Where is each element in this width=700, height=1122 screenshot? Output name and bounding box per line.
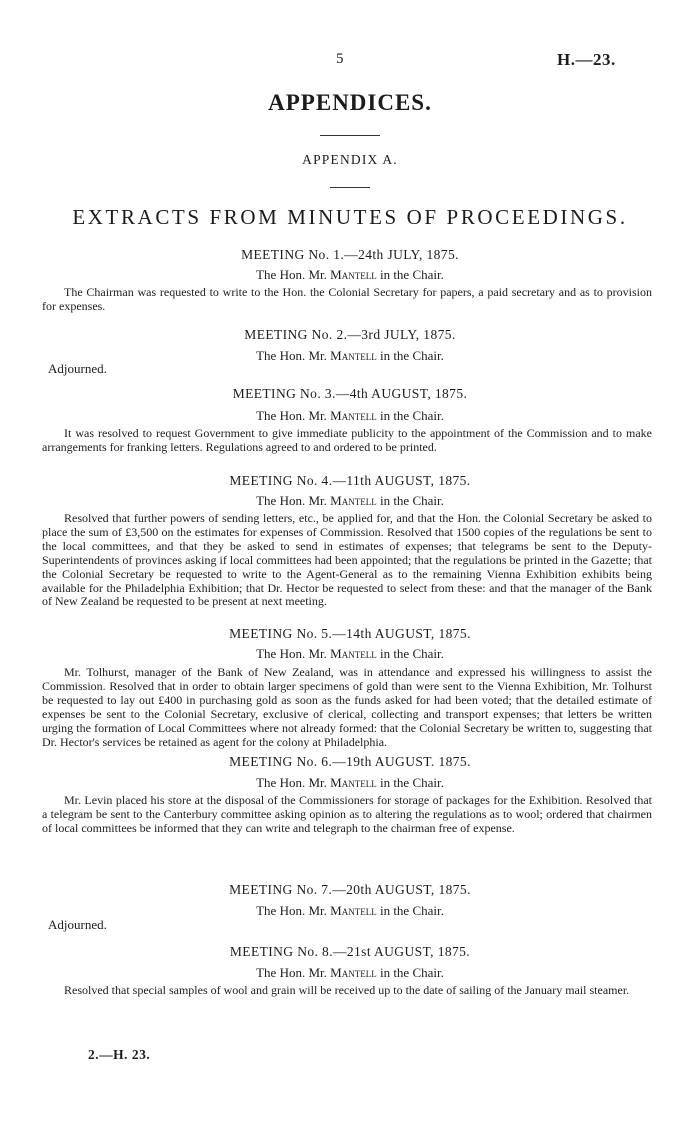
chair-suffix: in the Chair. — [379, 493, 444, 508]
document-id: H.—23. — [557, 50, 616, 69]
meeting-heading: MEETING No. 1.—24th JULY, 1875. — [241, 247, 459, 262]
chair-prefix: The Hon. Mr. — [256, 493, 327, 508]
chair-name: Mantell — [330, 267, 377, 282]
chair-prefix: The Hon. Mr. — [256, 903, 327, 918]
chair-line — [0, 965, 700, 981]
chair-line — [0, 493, 700, 509]
chair-line — [0, 646, 700, 662]
chair-prefix: The Hon. Mr. — [256, 646, 327, 661]
page-number: 5 — [336, 51, 344, 67]
meeting-heading: MEETING No. 8.—21st AUGUST, 1875. — [229, 944, 471, 959]
chair-prefix: The Hon. Mr. — [256, 348, 327, 363]
chair-suffix: in the Chair. — [379, 646, 444, 661]
chair-suffix: in the Chair. — [379, 903, 444, 918]
chair-suffix: in the Chair. — [379, 267, 444, 282]
minute-paragraph: The Chairman was requested to write to the Hon. the Colonial Secretary for papers, a paid secretary and as to provision for expenses. — [42, 285, 652, 313]
meeting-heading: MEETING No. 2.—3rd JULY, 1875. — [244, 327, 456, 342]
chair-prefix: The Hon. Mr. — [256, 775, 327, 790]
section-title: EXTRACTS FROM MINUTES OF PROCEEDINGS. — [72, 205, 628, 229]
meeting-heading: MEETING No. 5.—14th AUGUST, 1875. — [229, 626, 471, 641]
chair-name: Mantell — [330, 408, 377, 423]
minute-paragraph: Mr. Tolhurst, manager of the Bank of New Zealand, was in attendance and expressed his willingness to assist the Commission. Resolved that in order to obtain larger specimens of gold than were sent to the Vienna Exhibition, Mr. Tolhurst be requested to lay out £400 in purchasing gold as soon as the funds asked for had been voted; that the detailed estimate of expenses be sent to the Colonial Secretary, exclusive of clerical, collecting and transport expenses; that letters be written urging the formation of Local Committees where not already formed: that the Colonial Secretary be written to, suggesting that Dr. Hector's services be retained as agent for the colony at Philadelphia. — [42, 665, 652, 749]
meeting-heading: MEETING No. 3.—4th AUGUST, 1875. — [232, 386, 468, 401]
meeting-heading: MEETING No. 7.—20th AUGUST, 1875. — [229, 882, 471, 897]
chair-line — [0, 267, 700, 283]
chair-suffix: in the Chair. — [379, 965, 444, 980]
minute-adjourned: Adjourned. — [48, 917, 107, 932]
chair-line — [0, 775, 700, 791]
chair-name: Mantell — [330, 493, 377, 508]
chair-suffix: in the Chair. — [379, 775, 444, 790]
minute-paragraph: Resolved that further powers of sending letters, etc., be applied for, and that the Hon. the Colonial Secretary be asked to place the sum of £3,500 on the estimates for expenses of Commission. Resolved that 1500 copies of the regulations be sent to the local committees, and that they be asked to send in estimates of expenses; that telegrams be sent to the Deputy-Superintendents of provinces asking if local committees had been appointed; that the regulations be printed in the Gazette; that the Colonial Secretary be requested to write to the Agent-General as to the remaining Vienna Exhibition exhibits being available for the Philadelphia Exhibition; that Dr. Hector be requested to select from these: and that the manager of the Bank of New Zealand be requested to be present at next meeting. — [42, 511, 652, 609]
chair-name: Mantell — [330, 903, 377, 918]
chair-line — [0, 408, 700, 424]
minute-paragraph: It was resolved to request Government to give immediate publicity to the appointment of the Commission and to make arrangements for franking letters. Regulations agreed to and ordered to be printed. — [42, 426, 652, 454]
chair-prefix: The Hon. Mr. — [256, 267, 327, 282]
chair-prefix: The Hon. Mr. — [256, 965, 327, 980]
chair-name: Mantell — [330, 646, 377, 661]
chair-name: Mantell — [330, 775, 377, 790]
chair-suffix: in the Chair. — [379, 348, 444, 363]
chair-suffix: in the Chair. — [379, 408, 444, 423]
page-title: APPENDICES. — [268, 90, 432, 115]
title-divider — [320, 135, 380, 136]
meeting-heading: MEETING No. 4.—11th AUGUST, 1875. — [229, 473, 471, 488]
appendix-divider — [330, 187, 370, 188]
minute-paragraph: Mr. Levin placed his store at the disposal of the Commissioners for storage of packages for the Exhibition. Resolved that a telegram be sent to the Canterbury committee asking opinion as to altering the regulations as to wool; ordered that chairmen of local committees be informed that they can write and telegraph to the chairman free of expense. — [42, 793, 652, 835]
chair-name: Mantell — [330, 965, 377, 980]
minute-adjourned: Adjourned. — [48, 361, 107, 376]
meeting-heading: MEETING No. 6.—19th AUGUST. 1875. — [229, 754, 471, 769]
signature-mark: 2.—H. 23. — [88, 1047, 151, 1062]
chair-name: Mantell — [330, 348, 377, 363]
chair-prefix: The Hon. Mr. — [256, 408, 327, 423]
minute-paragraph: Resolved that special samples of wool and grain will be received up to the date of sailing of the January mail steamer. — [64, 983, 630, 997]
appendix-label: APPENDIX A. — [302, 152, 398, 167]
